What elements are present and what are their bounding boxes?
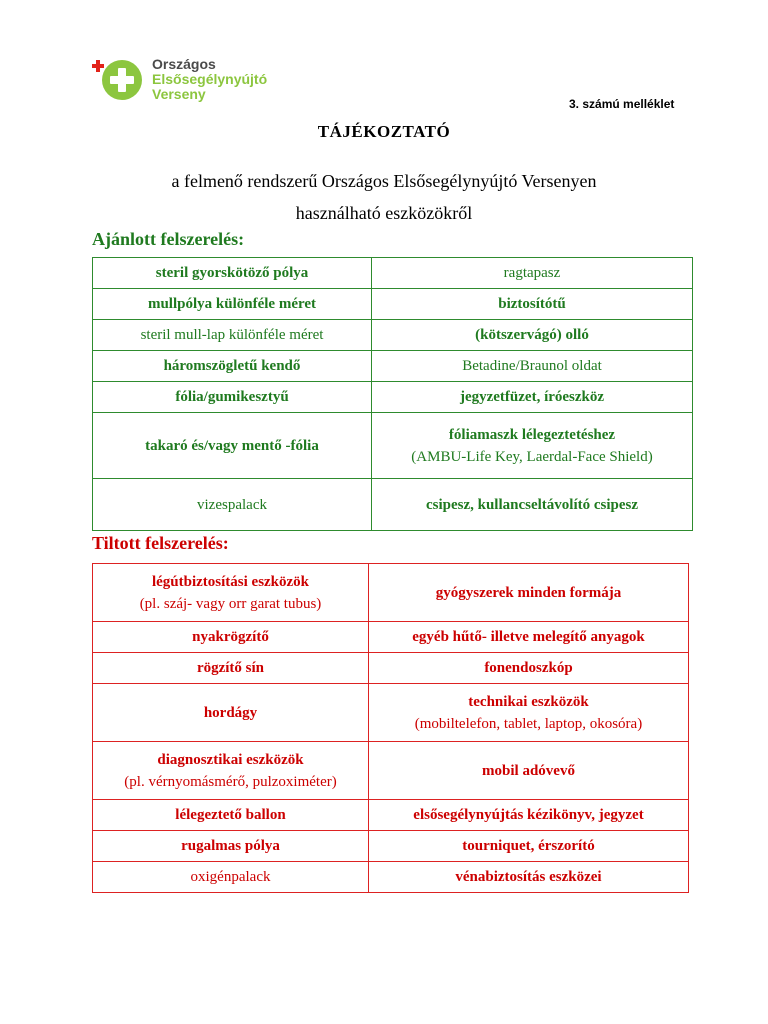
forbidden-heading: Tiltott felszerelés: (92, 533, 229, 553)
table-cell: tourniquet, érszorító (369, 831, 689, 862)
table-cell (372, 413, 693, 479)
table-cell (369, 684, 689, 742)
forbidden-equipment-table (92, 563, 689, 893)
cell-line: technikai eszközök (468, 693, 589, 710)
table-cell: (kötszervágó) olló (372, 320, 693, 351)
table-row (93, 622, 689, 653)
table-cell (93, 564, 369, 622)
table-cell: csipesz, kullancseltávolító csipesz (372, 479, 693, 531)
allowed-equipment-table (92, 257, 693, 531)
table-row (93, 831, 689, 862)
table-cell: háromszögletű kendő (93, 351, 372, 382)
logo-line-1: Országos (152, 55, 216, 72)
table-cell: Betadine/Braunol oldat (372, 351, 693, 382)
table-row (93, 742, 689, 800)
table-cell: lélegeztető ballon (93, 800, 369, 831)
subtitle-line-1: a felmenő rendszerű Országos Elsősegélynyújtó Versenyen (171, 171, 597, 191)
cell-line: (pl. száj- vagy orr garat tubus) (139, 595, 322, 612)
table-row (93, 564, 689, 622)
table-row (93, 258, 693, 289)
table-row (93, 289, 693, 320)
subtitle-line-2: használható eszközökről (295, 203, 473, 223)
cell-line: (pl. vérnyomásmérő, pulzoximéter) (124, 773, 337, 790)
logo (92, 56, 267, 102)
table-cell: mullpólya különféle méret (93, 289, 372, 320)
cell-line: diagnosztikai eszközök (157, 751, 304, 768)
table-row (93, 862, 689, 893)
table-cell: steril gyorskötöző pólya (93, 258, 372, 289)
table-row (93, 320, 693, 351)
table-row (93, 653, 689, 684)
table-cell: gyógyszerek minden formája (369, 564, 689, 622)
table-row (93, 479, 693, 531)
table-cell: elsősegélynyújtás kézikönyv, jegyzet (369, 800, 689, 831)
first-aid-cross-icon (92, 56, 144, 102)
cell-line: (mobiltelefon, tablet, laptop, okosóra) (414, 715, 643, 732)
cell-line: (AMBU-Life Key, Laerdal-Face Shield) (411, 448, 653, 465)
table-cell: hordágy (93, 684, 369, 742)
table-row (93, 351, 693, 382)
table-row (93, 382, 693, 413)
table-cell: jegyzetfüzet, íróeszköz (372, 382, 693, 413)
table-cell: rögzítő sín (93, 653, 369, 684)
table-cell: vénabiztosítás eszközei (369, 862, 689, 893)
table-cell: rugalmas pólya (93, 831, 369, 862)
cell-line: légútbiztosítási eszközök (151, 573, 310, 590)
table-cell: fonendoszkóp (369, 653, 689, 684)
table-row (93, 413, 693, 479)
annex-label: 3. számú melléklet (569, 97, 675, 111)
table-cell: takaró és/vagy mentő -fólia (93, 413, 372, 479)
cell-line: fóliamaszk lélegeztetéshez (448, 426, 616, 443)
table-cell: ragtapasz (372, 258, 693, 289)
table-cell: fólia/gumikesztyű (93, 382, 372, 413)
table-cell: vizespalack (93, 479, 372, 531)
table-cell: egyéb hűtő- illetve melegítő anyagok (369, 622, 689, 653)
table-cell: nyakrögzítő (93, 622, 369, 653)
table-cell: biztosítótű (372, 289, 693, 320)
table-cell: mobil adóvevő (369, 742, 689, 800)
table-row (93, 684, 689, 742)
table-cell (93, 742, 369, 800)
logo-line-2: Elsősegélynyújtó (152, 70, 268, 87)
logo-line-3: Verseny (152, 85, 206, 102)
table-cell: steril mull-lap különféle méret (93, 320, 372, 351)
table-row (93, 800, 689, 831)
allowed-heading: Ajánlott felszerelés: (92, 229, 245, 249)
table-cell: oxigénpalack (93, 862, 369, 893)
document-title: TÁJÉKOZTATÓ (317, 122, 451, 141)
